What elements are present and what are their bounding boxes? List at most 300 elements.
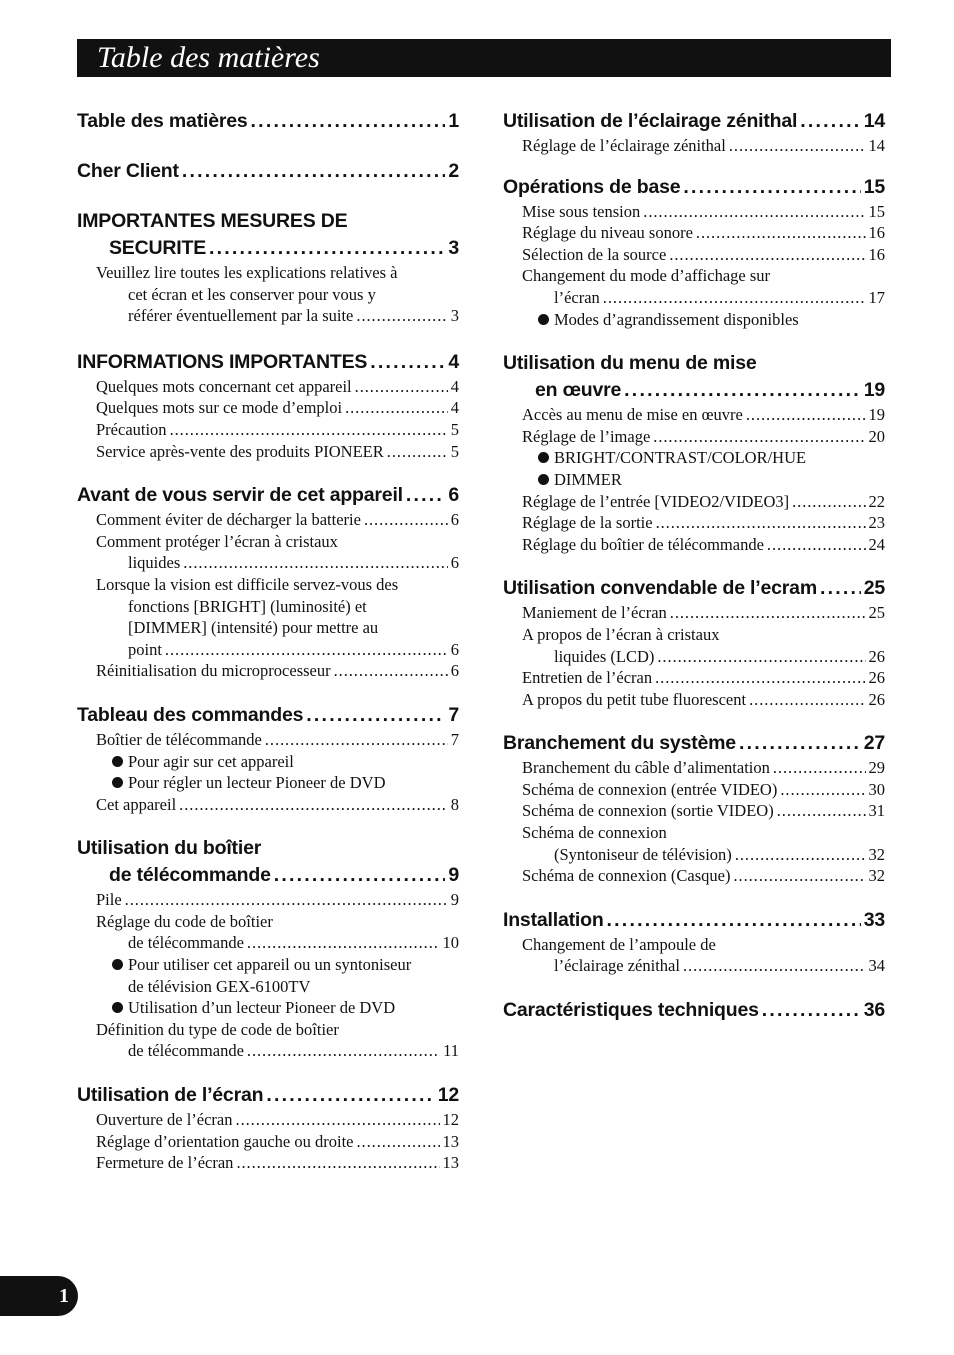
toc-text: Schéma de connexion (sortie VIDEO): [522, 801, 774, 821]
toc-entry[interactable]: [522, 800, 885, 822]
toc-page-number: 4: [450, 398, 459, 418]
dot-leader: [669, 244, 865, 266]
section-heading[interactable]: [77, 349, 459, 376]
toc-section: [503, 730, 885, 887]
toc-row[interactable]: [77, 1082, 459, 1109]
toc-text: Pile: [96, 890, 122, 910]
toc-row[interactable]: [77, 349, 459, 376]
toc-page-number: 24: [868, 534, 885, 554]
toc-page-number: 26: [868, 668, 885, 688]
page-title: Table des matières: [97, 41, 320, 74]
page-number: 1: [59, 1285, 69, 1307]
section-entries: [503, 404, 885, 555]
toc-row[interactable]: [522, 512, 885, 534]
toc-text: Sélection de la source: [522, 244, 667, 264]
dot-leader: [683, 174, 860, 201]
toc-text: de télécommande: [128, 933, 244, 953]
section-heading[interactable]: [503, 174, 885, 201]
toc-page-number: 3: [450, 306, 459, 326]
bullet-text: BRIGHT/CONTRAST/COLOR/HUE: [554, 448, 807, 468]
section-entries: [503, 201, 885, 331]
toc-row[interactable]: [96, 639, 459, 661]
toc-entry[interactable]: [96, 574, 459, 660]
toc-section: [77, 108, 459, 135]
section-heading[interactable]: [503, 997, 885, 1024]
toc-page-number: 13: [442, 1153, 459, 1173]
toc-page-number: 5: [450, 441, 459, 461]
dot-leader: [792, 491, 865, 513]
toc-text: Schéma de connexion (entrée VIDEO): [522, 779, 778, 799]
toc-row[interactable]: [522, 426, 885, 448]
toc-row[interactable]: [96, 1131, 459, 1153]
bullet-text: Pour utiliser cet appareil ou un syntoniseur: [128, 955, 412, 975]
dot-leader: [820, 575, 861, 602]
toc-text: de télécommande: [109, 864, 271, 887]
toc-page-number: 6: [450, 661, 459, 681]
toc-row[interactable]: [77, 482, 459, 509]
dot-leader: [733, 865, 865, 887]
section-heading[interactable]: [503, 730, 885, 757]
bullet-item[interactable]: [522, 309, 885, 331]
dot-leader: [643, 201, 865, 223]
dot-leader: [777, 800, 866, 822]
toc-page-number: 13: [442, 1131, 459, 1151]
toc-entry[interactable]: [96, 419, 459, 441]
toc-page-number: 31: [868, 801, 885, 821]
dot-leader: [247, 1040, 440, 1062]
toc-text: Ouverture de l’écran: [96, 1110, 233, 1130]
section-heading[interactable]: [503, 575, 885, 602]
toc-text: Caractéristiques techniques: [503, 999, 759, 1022]
dot-leader: [334, 660, 448, 682]
toc-entry[interactable]: [522, 512, 885, 534]
toc-page-number: 33: [863, 908, 885, 931]
section-heading[interactable]: [503, 108, 885, 135]
toc-text: Quelques mots sur ce mode d’emploi: [96, 398, 343, 418]
toc-row[interactable]: [96, 1152, 459, 1174]
toc-section: [77, 208, 459, 327]
section-heading[interactable]: [77, 158, 459, 185]
toc-page-number: 19: [863, 379, 885, 402]
dot-leader: [364, 509, 448, 531]
toc-row[interactable]: [522, 646, 885, 668]
toc-text: Quelques mots concernant cet appareil: [96, 376, 352, 396]
toc-row[interactable]: [96, 397, 459, 419]
dot-leader: [183, 552, 448, 574]
toc-row[interactable]: [503, 730, 885, 757]
toc-text: Boîtier de télécommande: [96, 729, 262, 749]
toc-entry[interactable]: [96, 1109, 459, 1131]
toc-entry-line: Définition du type de code de boîtier: [96, 1019, 339, 1039]
bullet-icon: [538, 474, 549, 485]
toc-page-number: 6: [450, 553, 459, 573]
bullet-item[interactable]: [96, 954, 459, 997]
dot-leader: [370, 349, 445, 376]
toc-page-number: 12: [437, 1084, 459, 1107]
toc-entry[interactable]: [522, 667, 885, 689]
bullet-text: de télévision GEX-6100TV: [128, 976, 311, 996]
toc-row[interactable]: [77, 702, 459, 729]
dot-leader: [670, 602, 866, 624]
toc-text: l’éclairage zénithal: [554, 956, 680, 976]
toc-text: (Syntoniseur de télévision): [554, 844, 732, 864]
toc-entry[interactable]: [96, 911, 459, 954]
section-heading[interactable]: [77, 482, 459, 509]
toc-text: point: [128, 639, 162, 659]
toc-entry[interactable]: [522, 426, 885, 448]
bullet-text: Utilisation d’un lecteur Pioneer de DVD: [128, 998, 396, 1018]
toc-text: Utilisation convendable de l’ecram: [503, 577, 817, 600]
dot-leader: [356, 305, 447, 327]
toc-text: Comment éviter de décharger la batterie: [96, 510, 361, 530]
dot-leader: [735, 844, 866, 866]
toc-text: Service après-vente des produits PIONEER: [96, 441, 384, 461]
toc-page-number: 25: [868, 603, 885, 623]
toc-text: Utilisation de l’éclairage zénithal: [503, 110, 798, 132]
dot-leader: [749, 689, 865, 711]
toc-row[interactable]: [522, 667, 885, 689]
toc-row[interactable]: [96, 419, 459, 441]
toc-text: SECURITE: [109, 237, 206, 259]
dot-leader: [355, 376, 448, 398]
dot-leader: [683, 955, 866, 977]
toc-entry[interactable]: [522, 244, 885, 266]
toc-row[interactable]: [522, 602, 885, 624]
toc-row[interactable]: [522, 844, 885, 866]
toc-section: [503, 575, 885, 710]
toc-text: Opérations de base: [503, 175, 681, 198]
toc-entry[interactable]: [96, 441, 459, 463]
toc-entry[interactable]: [96, 729, 459, 751]
toc-text: Entretien de l’écran: [522, 668, 653, 688]
section-heading[interactable]: [77, 835, 459, 889]
toc-row[interactable]: [96, 660, 459, 682]
toc-entry[interactable]: [96, 262, 459, 327]
toc-page-number: 14: [863, 110, 885, 132]
toc-text: liquides (LCD): [554, 646, 655, 666]
dot-leader: [247, 932, 440, 954]
toc-entry-line: Comment protéger l’écran à cristaux: [96, 531, 338, 551]
toc-text: Précaution: [96, 419, 167, 439]
toc-page-number: 10: [442, 933, 459, 953]
toc-entry[interactable]: [522, 822, 885, 865]
toc-text: Réglage de l’image: [522, 426, 651, 446]
section-entries: [77, 376, 459, 462]
bullet-item[interactable]: [96, 751, 459, 773]
toc-entry-line: [DIMMER] (intensité) pour mettre au: [128, 618, 379, 638]
toc-entry[interactable]: [96, 794, 459, 816]
toc-row[interactable]: [96, 376, 459, 398]
toc-page-number: 14: [868, 136, 885, 155]
toc-entry[interactable]: [522, 135, 885, 157]
toc-text: Réglage de l’éclairage zénithal: [522, 136, 726, 155]
toc-entry-line: fonctions [BRIGHT] (luminosité) et: [128, 596, 367, 616]
dot-leader: [125, 889, 448, 911]
dot-leader: [387, 441, 448, 463]
toc-row[interactable]: [522, 201, 885, 223]
toc-row[interactable]: [77, 862, 459, 889]
toc-row[interactable]: [503, 174, 885, 201]
bullet-icon: [112, 1002, 123, 1013]
bullet-icon: [112, 959, 123, 970]
toc-row[interactable]: [77, 108, 459, 135]
dot-leader: [266, 1082, 434, 1109]
toc-entry[interactable]: [522, 757, 885, 779]
toc-row[interactable]: [96, 441, 459, 463]
toc-entry-line: Réglage du code de boîtier: [96, 911, 273, 931]
toc-page-number: 20: [868, 426, 885, 446]
section-entries: [503, 135, 885, 157]
toc-text: INFORMATIONS IMPORTANTES: [77, 350, 368, 373]
section-heading[interactable]: [503, 350, 885, 404]
toc-text: Accès au menu de mise en œuvre: [522, 405, 743, 425]
toc-entry[interactable]: [522, 491, 885, 513]
toc-section: [503, 108, 885, 157]
section-heading[interactable]: [77, 702, 459, 729]
page-number-tab: [0, 1276, 78, 1316]
toc-section: [503, 997, 885, 1024]
toc-entry[interactable]: [522, 222, 885, 244]
dot-leader: [406, 482, 445, 509]
toc-row[interactable]: [522, 955, 885, 977]
toc-row[interactable]: [522, 534, 885, 556]
toc-row[interactable]: [96, 509, 459, 531]
dot-leader: [179, 794, 448, 816]
toc-page-number: 27: [863, 732, 885, 755]
toc-text: Fermeture de l’écran: [96, 1153, 234, 1173]
dot-leader: [345, 397, 448, 419]
toc-row[interactable]: [522, 800, 885, 822]
toc-row[interactable]: [96, 729, 459, 751]
toc-text: Réglage du niveau sonore: [522, 223, 693, 243]
dot-leader: [653, 426, 865, 448]
toc-row[interactable]: [522, 222, 885, 244]
section-heading[interactable]: [77, 108, 459, 135]
bullet-text: Pour agir sur cet appareil: [128, 751, 294, 771]
toc-row[interactable]: [522, 404, 885, 426]
toc-entry-line: Changement du mode d’affichage sur: [522, 266, 771, 286]
section-entries: [77, 1109, 459, 1174]
toc-page-number: 6: [448, 484, 459, 507]
toc-text: Réglage de l’entrée [VIDEO2/VIDEO3]: [522, 491, 790, 511]
toc-row[interactable]: [503, 907, 885, 934]
dot-leader: [357, 1131, 440, 1153]
section-entries: [77, 262, 459, 327]
toc-row[interactable]: [77, 235, 459, 262]
bullet-item[interactable]: [522, 447, 885, 469]
toc-text: Réglage du boîtier de télécommande: [522, 534, 764, 554]
toc-page-number: 29: [868, 758, 885, 778]
toc-text: A propos du petit tube fluorescent: [522, 689, 747, 709]
toc-entry-line: Veuillez lire toutes les explications relatives à: [96, 263, 398, 282]
toc-row[interactable]: [96, 889, 459, 911]
toc-page-number: 16: [868, 244, 885, 264]
toc-page-number: 7: [450, 729, 459, 749]
toc-section: [77, 158, 459, 185]
toc-entry[interactable]: [96, 509, 459, 531]
toc-section: [503, 907, 885, 977]
dot-leader: [209, 235, 445, 262]
toc-entry[interactable]: [96, 1152, 459, 1174]
toc-text: liquides: [128, 553, 181, 573]
dot-leader: [800, 108, 860, 135]
toc-entry[interactable]: [96, 889, 459, 911]
toc-row[interactable]: [96, 305, 459, 327]
bullet-text: Modes d’agrandissement disponibles: [554, 309, 799, 329]
toc-page-number: 9: [450, 890, 459, 910]
toc-entry[interactable]: [96, 1131, 459, 1153]
toc-page-number: 5: [450, 419, 459, 439]
dot-leader: [265, 729, 448, 751]
toc-text: Réglage d’orientation gauche ou droite: [96, 1131, 354, 1151]
section-heading-line: Utilisation du menu de mise: [503, 352, 757, 375]
toc-entry[interactable]: [96, 1019, 459, 1062]
toc-text: l’écran: [554, 287, 600, 307]
toc-entry[interactable]: [522, 689, 885, 711]
toc-page-number: 6: [450, 639, 459, 659]
toc-entry[interactable]: [522, 934, 885, 977]
bullet-icon: [112, 756, 123, 767]
toc-page-number: 23: [868, 513, 885, 533]
toc-row[interactable]: [96, 794, 459, 816]
section-heading[interactable]: [77, 1082, 459, 1109]
toc-text: Tableau des commandes: [77, 703, 304, 726]
toc-entry[interactable]: [96, 660, 459, 682]
bullet-text: DIMMER: [554, 469, 622, 489]
toc-entry[interactable]: [522, 865, 885, 887]
section-entries: [77, 509, 459, 682]
bullet-item[interactable]: [96, 772, 459, 794]
toc-entry[interactable]: [96, 531, 459, 574]
dot-leader: [306, 702, 445, 729]
bullet-item[interactable]: [96, 997, 459, 1019]
toc-page-number: 19: [868, 405, 885, 425]
toc-text: en œuvre: [535, 379, 622, 402]
bullet-icon: [538, 314, 549, 325]
toc-page-number: 3: [448, 237, 459, 259]
toc-page-number: 6: [450, 510, 459, 530]
dot-leader: [696, 222, 866, 244]
toc-row[interactable]: [503, 108, 885, 135]
toc-entry-line: Lorsque la vision est difficile servez-vous des: [96, 574, 399, 594]
toc-row[interactable]: [522, 689, 885, 711]
toc-page-number: 34: [868, 956, 885, 976]
dot-leader: [274, 862, 446, 889]
toc-entry[interactable]: [522, 201, 885, 223]
dot-leader: [780, 779, 865, 801]
toc-section: [77, 349, 459, 462]
section-entries: [77, 889, 459, 1062]
dot-leader: [657, 646, 865, 668]
toc-row[interactable]: [522, 865, 885, 887]
toc-page-number: 4: [450, 376, 459, 396]
section-heading[interactable]: [503, 907, 885, 934]
toc-entry[interactable]: [522, 404, 885, 426]
toc-page-number: 15: [868, 201, 885, 221]
toc-text: Avant de vous servir de cet appareil: [77, 484, 403, 507]
toc-page-number: 16: [868, 223, 885, 243]
dot-leader: [762, 997, 861, 1024]
toc-row[interactable]: [96, 932, 459, 954]
toc-page-number: 26: [868, 646, 885, 666]
section-heading-line: Utilisation du boîtier: [77, 837, 262, 860]
toc-page-number: 15: [863, 175, 885, 198]
toc-entry[interactable]: [522, 265, 885, 308]
toc-entry[interactable]: [522, 624, 885, 667]
toc-column-left: [77, 108, 459, 1174]
toc-row[interactable]: [503, 377, 885, 404]
toc-page-number: 30: [868, 779, 885, 799]
toc-page-number: 4: [448, 350, 459, 373]
toc-row[interactable]: [522, 779, 885, 801]
section-heading-line: IMPORTANTES MESURES DE: [77, 210, 348, 232]
toc-row[interactable]: [522, 491, 885, 513]
toc-section: [77, 835, 459, 1062]
section-heading[interactable]: [77, 208, 459, 262]
toc-text: Branchement du câble d’alimentation: [522, 758, 770, 778]
section-entries: [503, 934, 885, 977]
dot-leader: [170, 419, 448, 441]
toc-entry[interactable]: [522, 779, 885, 801]
toc-section: [503, 174, 885, 331]
dot-leader: [655, 667, 865, 689]
toc-page-number: 1: [448, 110, 459, 132]
toc-page-number: 12: [442, 1110, 459, 1130]
dot-leader: [165, 639, 448, 661]
toc-column-right: [503, 108, 885, 1024]
toc-text: de télécommande: [128, 1041, 244, 1061]
bullet-icon: [112, 777, 123, 788]
toc-row[interactable]: [522, 757, 885, 779]
toc-text: Réglage de la sortie: [522, 513, 653, 533]
dot-leader: [739, 730, 861, 757]
toc-entry[interactable]: [96, 376, 459, 398]
dot-leader: [236, 1152, 439, 1174]
dot-leader: [236, 1109, 440, 1131]
toc-text: Installation: [503, 908, 604, 931]
toc-entry[interactable]: [522, 602, 885, 624]
toc-text: Utilisation de l’écran: [77, 1084, 264, 1107]
toc-text: Cher Client: [77, 160, 179, 182]
toc-page-number: 22: [868, 491, 885, 511]
bullet-item[interactable]: [522, 469, 885, 491]
toc-row[interactable]: [503, 575, 885, 602]
toc-text: Schéma de connexion (Casque): [522, 866, 731, 886]
dot-leader: [773, 757, 866, 779]
toc-row[interactable]: [96, 552, 459, 574]
toc-text: Mise sous tension: [522, 201, 641, 221]
dot-leader: [746, 404, 866, 426]
toc-page-number: 2: [448, 160, 459, 182]
toc-section: [503, 350, 885, 555]
toc-entry-line: A propos de l’écran à cristaux: [522, 624, 720, 644]
toc-text: Branchement du système: [503, 732, 736, 755]
toc-entry-line: cet écran et les conserver pour vous y: [128, 284, 376, 304]
toc-row[interactable]: [96, 1040, 459, 1062]
header-bar: [77, 39, 891, 77]
toc-entry[interactable]: [96, 397, 459, 419]
toc-row[interactable]: [522, 287, 885, 309]
toc-entry-line: Schéma de connexion: [522, 823, 667, 843]
toc-row[interactable]: [503, 997, 885, 1024]
bullet-icon: [538, 452, 549, 463]
toc-entry[interactable]: [522, 534, 885, 556]
toc-row[interactable]: [77, 158, 459, 185]
toc-row[interactable]: [96, 1109, 459, 1131]
toc-row[interactable]: [522, 135, 885, 157]
toc-row[interactable]: [522, 244, 885, 266]
toc-page-number: 7: [448, 703, 459, 726]
